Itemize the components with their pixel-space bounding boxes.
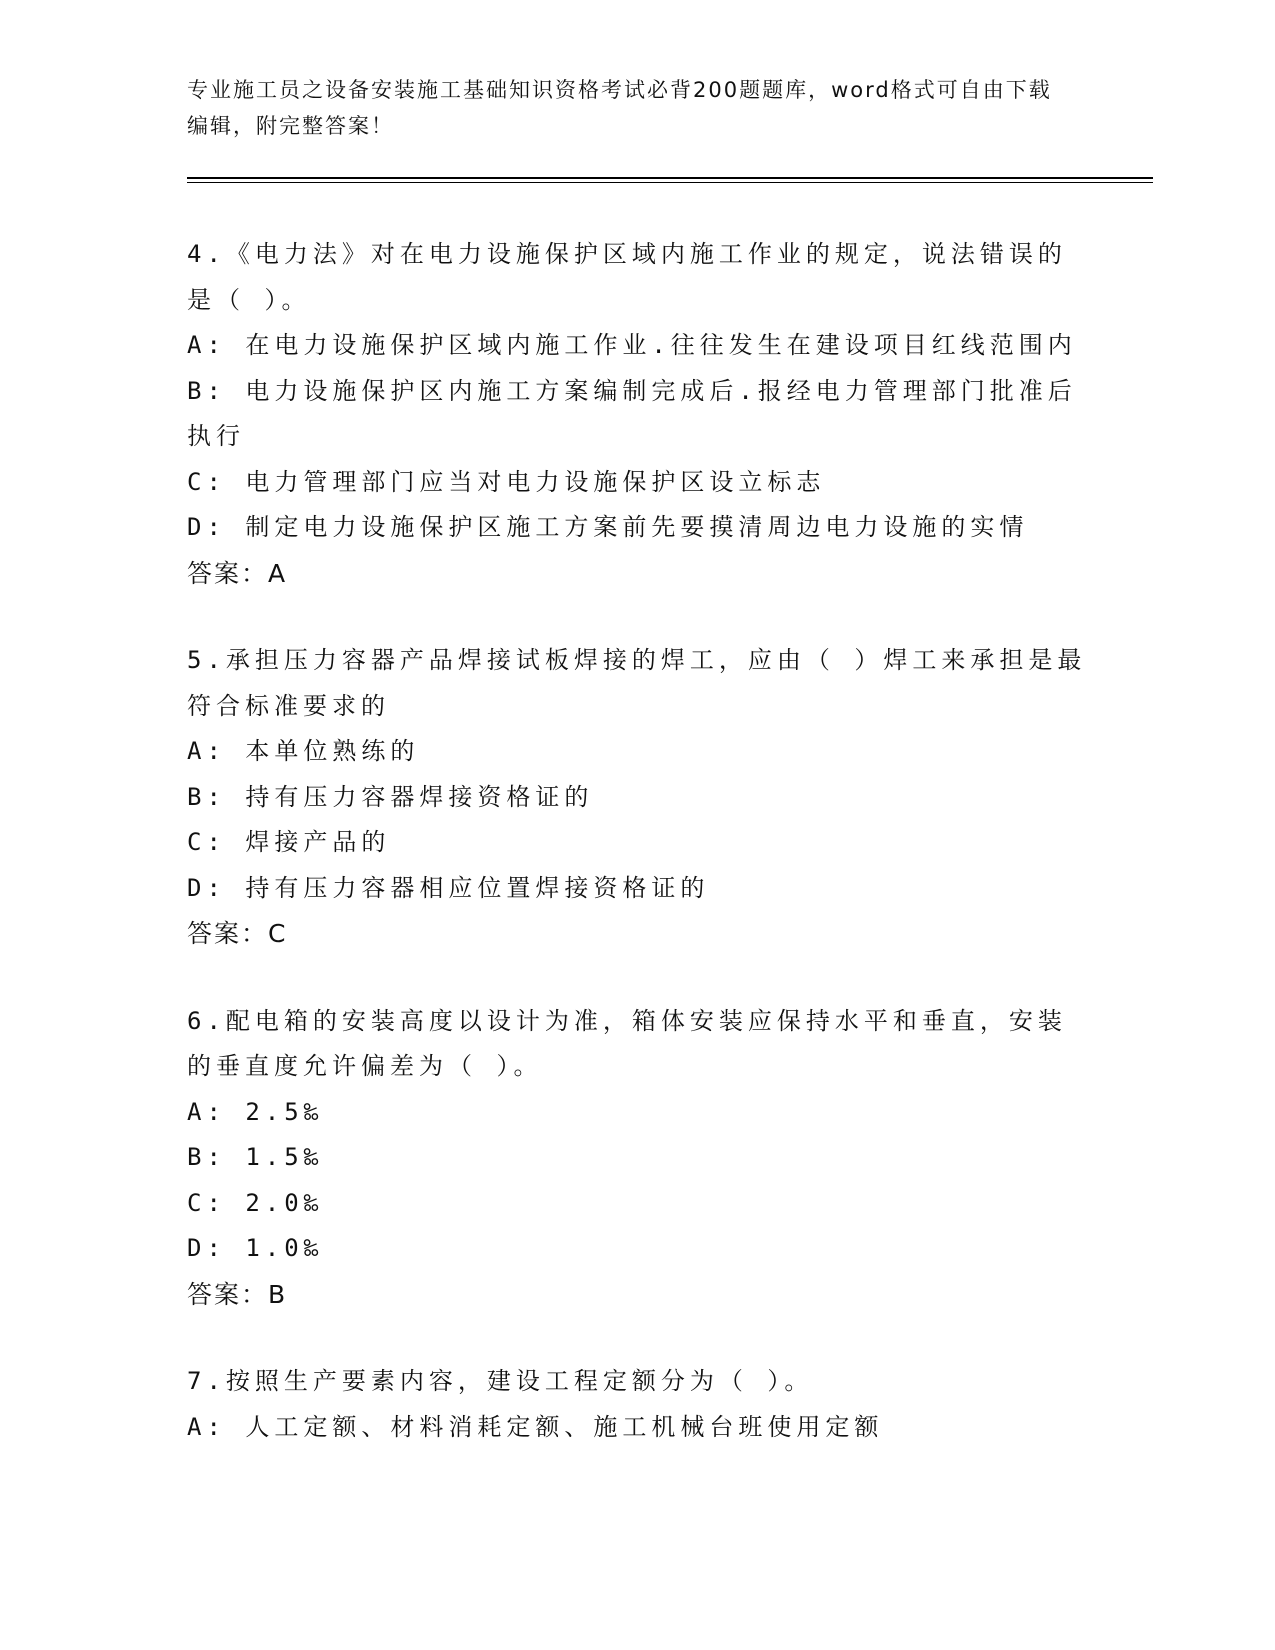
- option-d: D: 制定电力设施保护区施工方案前先要摸清周边电力设施的实情: [187, 513, 1029, 541]
- question-4: [187, 232, 1087, 596]
- header-divider-thick: [187, 177, 1153, 179]
- answer-label: 答案：B: [187, 1279, 288, 1309]
- option-c: C: 2.0‰: [187, 1188, 324, 1217]
- question-list: [187, 232, 1087, 1492]
- option-c: C: 焊接产品的: [187, 828, 391, 856]
- question-6: [187, 999, 1087, 1318]
- option-b: B: 电力设施保护区内施工方案编制完成后.报经电力管理部门批准后执行: [187, 376, 1077, 450]
- option-a: A: 2.5‰: [187, 1097, 324, 1126]
- option-d: D: 1.0‰: [187, 1234, 324, 1262]
- question-stem: 6.配电箱的安装高度以设计为准，箱体安装应保持水平和垂直，安装的垂直度允许偏差为（ ）。: [187, 1006, 1067, 1080]
- header-divider-thin: [187, 182, 1153, 183]
- document-header: 专业施工员之设备安装施工基础知识资格考试必背200题题库，word格式可自由下载编辑，附完整答案！: [187, 78, 1052, 138]
- option-d: D: 持有压力容器相应位置焊接资格证的: [187, 873, 710, 902]
- question-stem: 5.承担压力容器产品焊接试板焊接的焊工，应由（ ）焊工来承担是最符合标准要求的: [187, 646, 1087, 720]
- answer-label: 答案：C: [187, 919, 288, 948]
- question-7: [187, 1359, 1087, 1450]
- question-stem: 4.《电力法》对在电力设施保护区域内施工作业的规定，说法错误的是（ ）。: [187, 240, 1067, 314]
- option-a: A: 人工定额、材料消耗定额、施工机械台班使用定额: [187, 1412, 884, 1441]
- option-b: B: 持有压力容器焊接资格证的: [187, 782, 594, 811]
- question-5: [187, 638, 1087, 957]
- answer-label: 答案：A: [187, 558, 288, 588]
- option-a: A: 在电力设施保护区域内施工作业.往往发生在建设项目红线范围内: [187, 331, 1077, 359]
- option-a: A: 本单位熟练的: [187, 737, 420, 765]
- option-b: B: 1.5‰: [187, 1143, 324, 1171]
- option-c: C: 电力管理部门应当对电力设施保护区设立标志: [187, 467, 826, 496]
- question-stem: 7.按照生产要素内容，建设工程定额分为（ ）。: [187, 1367, 814, 1395]
